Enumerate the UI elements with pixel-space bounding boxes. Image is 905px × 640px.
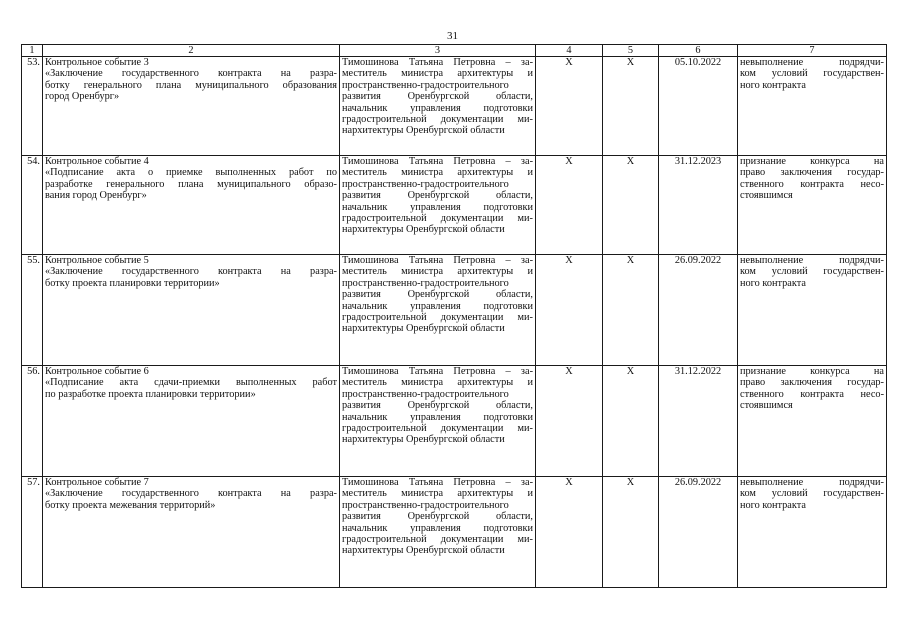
deadline-date: 31.12.2023 (659, 156, 738, 255)
risk-text-line: невыполнение подрядчи- (740, 255, 884, 266)
header-col-3: 3 (340, 45, 536, 57)
responsible-text-line: градостроительной документации ми- (342, 534, 533, 546)
responsible-text-line: нархитектуры Оренбургской области (342, 434, 505, 446)
responsible-text-line: меститель министра архитектуры и (342, 266, 533, 278)
col5-mark: X (603, 366, 659, 477)
col5-mark: X (603, 255, 659, 366)
control-events-table (21, 44, 887, 588)
header-col-7: 7 (738, 45, 887, 57)
responsible-text-line: развития Оренбургской области, (342, 511, 533, 523)
event-description (43, 255, 340, 366)
responsible-text-line: развития Оренбургской области, (342, 190, 533, 202)
event-text-line: «Заключение государственного контракта на разра- (45, 266, 337, 278)
col4-mark: X (536, 366, 603, 477)
responsible-person (340, 156, 536, 255)
row-number: 56. (22, 366, 43, 477)
header-col-1: 1 (22, 45, 43, 57)
responsible-text-line: пространственно-градостроительного (342, 79, 509, 91)
col4-mark: X (536, 57, 603, 156)
col5-mark: X (603, 156, 659, 255)
row-number: 57. (22, 477, 43, 588)
risk-description (738, 366, 887, 477)
responsible-text-line: меститель министра архитектуры и (342, 488, 533, 500)
col5-mark: X (603, 57, 659, 156)
table-header-row (22, 45, 887, 57)
responsible-text-line: начальник управления подготовки (342, 522, 533, 534)
risk-text-line: признание конкурса на (740, 366, 884, 377)
event-text-line: разработке генерального плана муниципального образо- (45, 178, 337, 190)
event-text-line: ботку проекта планировки территории» (45, 277, 220, 289)
event-text-line: «Подписание акта о приемке выполненных работ по (45, 167, 337, 179)
responsible-text-line: начальник управления подготовки (342, 411, 533, 423)
responsible-text-line: меститель министра архитектуры и (342, 377, 533, 389)
header-col-4: 4 (536, 45, 603, 57)
risk-text-line: невыполнение подрядчи- (740, 57, 884, 68)
event-title: Контрольное событие 4 (45, 156, 149, 167)
responsible-text-line: меститель министра архитектуры и (342, 68, 533, 80)
deadline-date: 05.10.2022 (659, 57, 738, 156)
responsible-text-line: развития Оренбургской области, (342, 400, 533, 412)
risk-text-line: ного контракта (740, 79, 806, 91)
responsible-person (340, 57, 536, 156)
table-row (22, 477, 887, 588)
responsible-person (340, 255, 536, 366)
header-col-5: 5 (603, 45, 659, 57)
responsible-text-line: Тимошинова Татьяна Петровна – за- (342, 156, 533, 167)
event-text-line: ботку генерального плана муниципального образования (45, 79, 337, 91)
event-title: Контрольное событие 7 (45, 477, 149, 488)
responsible-text-line: градостроительной документации ми- (342, 213, 533, 225)
row-number: 54. (22, 156, 43, 255)
table-row (22, 57, 887, 156)
responsible-text-line: градостроительной документации ми- (342, 114, 533, 126)
col4-mark: X (536, 255, 603, 366)
deadline-date: 31.12.2022 (659, 366, 738, 477)
event-description (43, 477, 340, 588)
page-number: 31 (447, 30, 458, 42)
event-description (43, 57, 340, 156)
risk-text-line: ком условий государствен- (740, 266, 884, 278)
responsible-person (340, 477, 536, 588)
event-text-line: вания город Оренбург» (45, 190, 147, 202)
event-title: Контрольное событие 5 (45, 255, 149, 266)
event-description (43, 156, 340, 255)
responsible-text-line: нархитектуры Оренбургской области (342, 545, 505, 557)
event-text-line: «Заключение государственного контракта на разра- (45, 488, 337, 500)
event-text-line: «Заключение государственного контракта на разра- (45, 68, 337, 80)
event-text-line: «Подписание акта сдачи-приемки выполненных работ (45, 377, 337, 389)
risk-description (738, 255, 887, 366)
event-title: Контрольное событие 6 (45, 366, 149, 377)
responsible-text-line: начальник управления подготовки (342, 300, 533, 312)
risk-text-line: признание конкурса на (740, 156, 884, 167)
deadline-date: 26.09.2022 (659, 477, 738, 588)
responsible-text-line: Тимошинова Татьяна Петровна – за- (342, 57, 533, 68)
responsible-text-line: пространственно-градостроительного (342, 499, 509, 511)
table-row (22, 156, 887, 255)
risk-description (738, 477, 887, 588)
risk-text-line: стоявшимся (740, 400, 793, 412)
risk-description (738, 57, 887, 156)
header-col-6: 6 (659, 45, 738, 57)
event-text-line: по разработке проекта планировки территории» (45, 388, 256, 400)
responsible-text-line: пространственно-градостроительного (342, 388, 509, 400)
event-description (43, 366, 340, 477)
deadline-date: 26.09.2022 (659, 255, 738, 366)
responsible-text-line: развития Оренбургской области, (342, 289, 533, 301)
risk-text-line: стоявшимся (740, 190, 793, 202)
col4-mark: X (536, 156, 603, 255)
responsible-text-line: нархитектуры Оренбургской области (342, 125, 505, 137)
table-row (22, 366, 887, 477)
risk-text-line: ком условий государствен- (740, 68, 884, 80)
event-text-line: ботку проекта межевания территорий» (45, 499, 216, 511)
responsible-text-line: развития Оренбургской области, (342, 91, 533, 103)
col5-mark: X (603, 477, 659, 588)
col4-mark: X (536, 477, 603, 588)
responsible-text-line: Тимошинова Татьяна Петровна – за- (342, 477, 533, 488)
risk-text-line: ком условий государствен- (740, 488, 884, 500)
row-number: 55. (22, 255, 43, 366)
responsible-text-line: начальник управления подготовки (342, 201, 533, 213)
header-col-2: 2 (43, 45, 340, 57)
risk-text-line: ного контракта (740, 277, 806, 289)
risk-text-line: ственного контракта несо- (740, 388, 884, 400)
responsible-text-line: меститель министра архитектуры и (342, 167, 533, 179)
responsible-text-line: нархитектуры Оренбургской области (342, 224, 505, 236)
responsible-text-line: пространственно-градостроительного (342, 178, 509, 190)
risk-text-line: право заключения государ- (740, 167, 884, 179)
responsible-text-line: нархитектуры Оренбургской области (342, 323, 505, 335)
responsible-text-line: градостроительной документации ми- (342, 312, 533, 324)
responsible-text-line: пространственно-градостроительного (342, 277, 509, 289)
risk-text-line: право заключения государ- (740, 377, 884, 389)
responsible-text-line: начальник управления подготовки (342, 102, 533, 114)
responsible-text-line: Тимошинова Татьяна Петровна – за- (342, 366, 533, 377)
risk-text-line: невыполнение подрядчи- (740, 477, 884, 488)
event-title: Контрольное событие 3 (45, 57, 149, 68)
responsible-person (340, 366, 536, 477)
risk-text-line: ственного контракта несо- (740, 178, 884, 190)
risk-description (738, 156, 887, 255)
table-row (22, 255, 887, 366)
responsible-text-line: градостроительной документации ми- (342, 423, 533, 435)
risk-text-line: ного контракта (740, 499, 806, 511)
row-number: 53. (22, 57, 43, 156)
event-text-line: город Оренбург» (45, 91, 120, 103)
responsible-text-line: Тимошинова Татьяна Петровна – за- (342, 255, 533, 266)
